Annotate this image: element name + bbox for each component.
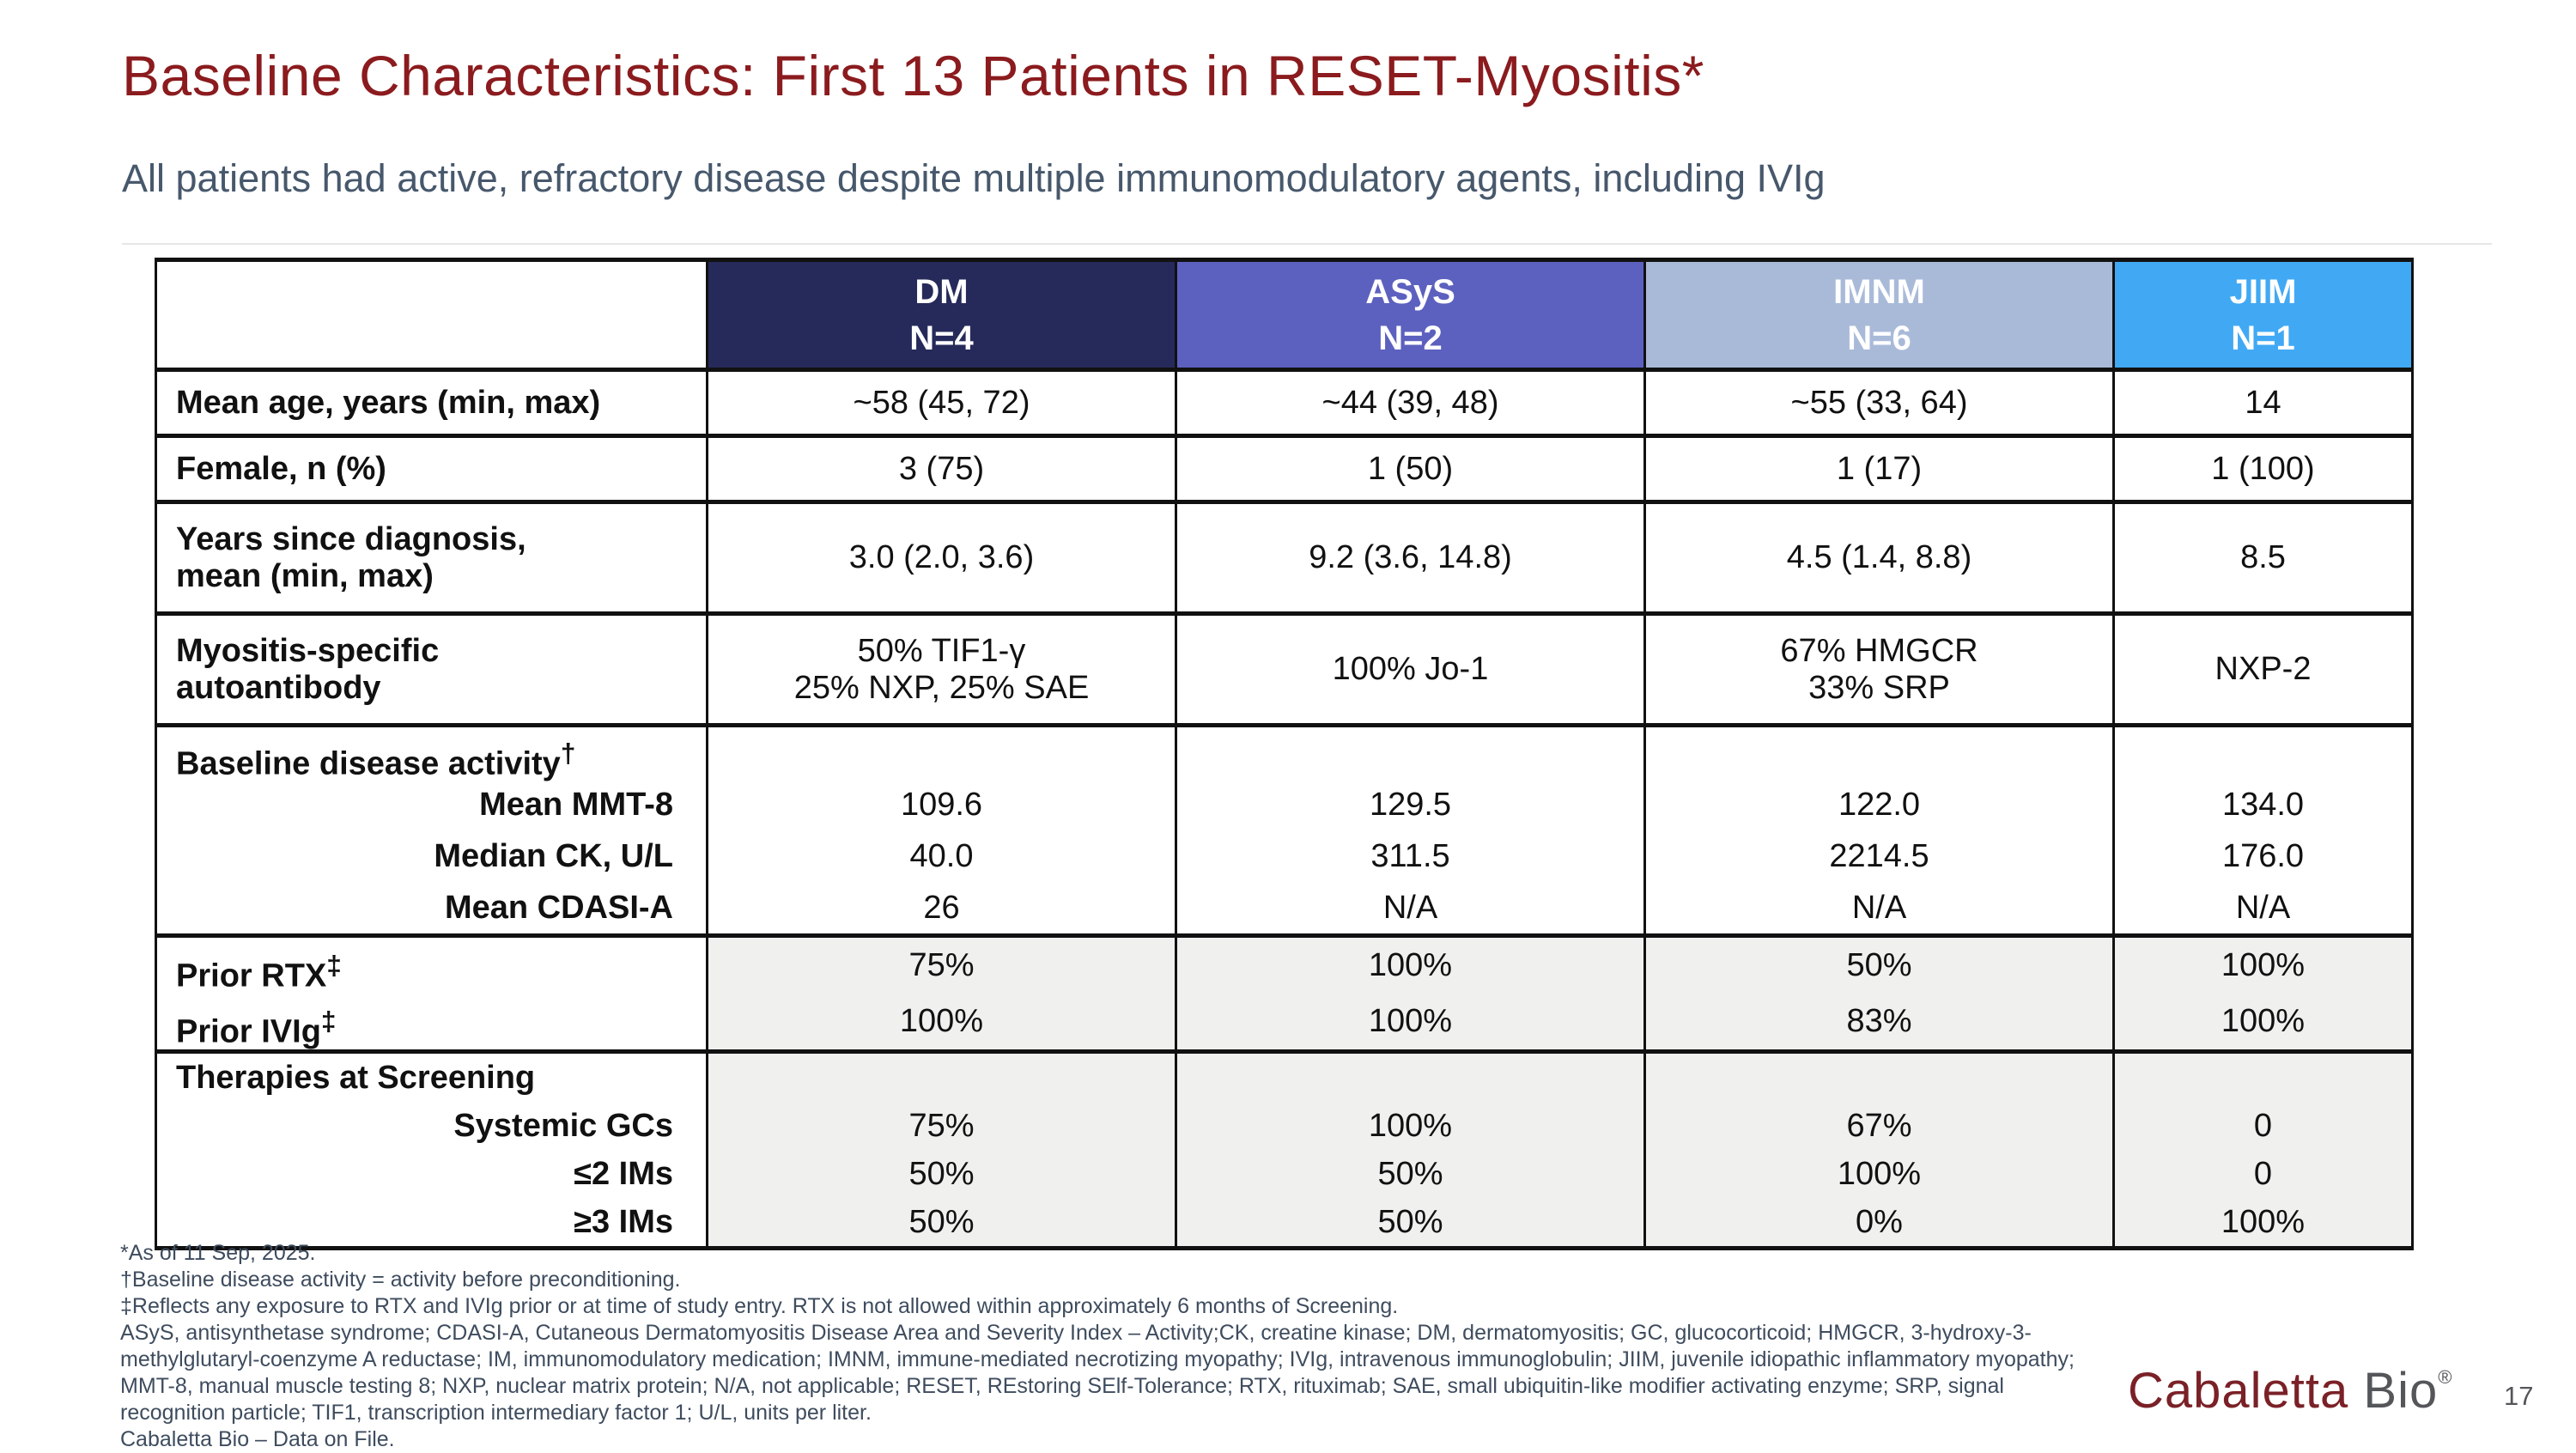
- logo-cabaletta-text: Cabaletta: [2128, 1363, 2349, 1419]
- prior-rtx-asys: 100%: [1368, 947, 1453, 983]
- header-jiim-n: N=1: [2231, 319, 2295, 357]
- table-row-years-since-diagnosis: [156, 502, 2413, 614]
- autoantibody-imnm-line2: 33% SRP: [1808, 669, 1950, 706]
- footnote-abbreviations-4: recognition particle; TIF1, transcription intermediary factor 1; U/L, units per liter.: [120, 1401, 872, 1425]
- autoantibody-label-line2: autoantibody: [176, 669, 381, 706]
- header-imnm: [1645, 260, 2114, 370]
- row-label-years-since-diagnosis: [156, 502, 708, 614]
- prior-ivig-dm: 100%: [899, 1003, 984, 1039]
- row-label-therapies: [156, 1052, 708, 1249]
- mean-age-asys: ~44 (39, 48): [1176, 370, 1645, 436]
- prior-rtx-jiim: 100%: [2221, 947, 2306, 983]
- registered-trademark-symbol: ®: [2438, 1366, 2453, 1388]
- prior-rtx-imnm: 50%: [1846, 947, 1912, 983]
- female-dm: 3 (75): [708, 436, 1176, 502]
- row-label-baseline-activity: [156, 726, 708, 936]
- double-dagger-symbol: ‡: [326, 950, 342, 981]
- cdasi-dm: 26: [923, 890, 960, 926]
- footnote-as-of-date: *As of 11 Sep, 2025.: [120, 1241, 316, 1265]
- footnote-abbreviations-2: methylglutaryl-coenzyme A reductase; IM, immunomodulatory medication; IMNM, immune-mediated necrotizing myopathy; IVIg, intravenous immunoglobulin; JIIM, juvenile idiopathic inflammatory myopathy;: [120, 1347, 2075, 1371]
- mean-age-dm: ~58 (45, 72): [708, 370, 1176, 436]
- header-corner-cell: [156, 260, 708, 370]
- sublabel-cdasi: Mean CDASI-A: [444, 890, 673, 926]
- prior-asys: [1176, 936, 1645, 1052]
- ck-imnm: 2214.5: [1829, 838, 1929, 874]
- female-imnm: 1 (17): [1645, 436, 2114, 502]
- cdasi-jiim: N/A: [2235, 890, 2291, 926]
- gcs-dm: 75%: [908, 1108, 975, 1144]
- le2ims-dm: 50%: [908, 1156, 975, 1192]
- header-dm-disease: DM: [914, 272, 969, 311]
- sublabel-le2-ims: ≤2 IMs: [574, 1156, 673, 1192]
- table-header-row: [156, 260, 2413, 370]
- sublabel-systemic-gcs: Systemic GCs: [453, 1108, 673, 1144]
- table-row-therapies-at-screening: [156, 1052, 2413, 1249]
- years-asys: 9.2 (3.6, 14.8): [1176, 502, 1645, 614]
- autoantibody-dm-line2: 25% NXP, 25% SAE: [793, 669, 1090, 706]
- ge3ims-jiim: 100%: [2221, 1204, 2306, 1240]
- mmt8-imnm: 122.0: [1838, 787, 1921, 823]
- footnote-abbreviations-3: MMT-8, manual muscle testing 8; NXP, nuclear matrix protein; N/A, not applicable; RESET, REstoring SElf-Tolerance; RTX, rituximab; SAE, small ubiquitin-like modifier activating enzyme; SRP, signal: [120, 1374, 2004, 1398]
- dagger-symbol: †: [560, 738, 576, 769]
- ck-asys: 311.5: [1370, 838, 1450, 874]
- page-number: 17: [2504, 1381, 2534, 1411]
- female-asys: 1 (50): [1176, 436, 1645, 502]
- footnote-data-on-file: Cabaletta Bio – Data on File.: [120, 1427, 395, 1451]
- table-row-baseline-activity: [156, 726, 2413, 936]
- ge3ims-asys: 50%: [1377, 1204, 1443, 1240]
- table-row-autoantibody: [156, 614, 2413, 726]
- baseline-activity-dm: [708, 726, 1176, 936]
- header-asys-n: N=2: [1378, 319, 1443, 357]
- autoantibody-dm: [708, 614, 1176, 726]
- years-label-line2: mean (min, max): [176, 557, 434, 594]
- therapies-asys: [1176, 1052, 1645, 1249]
- sublabel-ge3-ims: ≥3 IMs: [574, 1204, 673, 1240]
- cdasi-asys: N/A: [1382, 890, 1438, 926]
- autoantibody-imnm-line1: 67% HMGCR: [1780, 632, 1978, 669]
- baseline-characteristics-table: [155, 258, 2414, 1250]
- mmt8-jiim: 134.0: [2221, 787, 2305, 823]
- table-row-female: [156, 436, 2413, 502]
- footnote-rtx-ivig-exposure: ‡Reflects any exposure to RTX and IVIg prior or at time of study entry. RTX is not allowed within approximately 6 months of Screening.: [120, 1294, 1399, 1318]
- gcs-asys: 100%: [1368, 1108, 1453, 1144]
- prior-ivig-imnm: 83%: [1846, 1003, 1912, 1039]
- row-label-autoantibody: [156, 614, 708, 726]
- table-row-mean-age: [156, 370, 2413, 436]
- therapies-imnm: [1645, 1052, 2114, 1249]
- header-divider: [122, 243, 2492, 245]
- header-asys: [1176, 260, 1645, 370]
- prior-dm: [708, 936, 1176, 1052]
- years-jiim: 8.5: [2114, 502, 2413, 614]
- table-row-prior-therapy: [156, 936, 2413, 1052]
- row-label-female: Female, n (%): [156, 436, 708, 502]
- header-asys-disease: ASyS: [1365, 272, 1455, 311]
- le2ims-imnm: 100%: [1837, 1156, 1922, 1192]
- le2ims-jiim: 0: [2253, 1156, 2273, 1192]
- header-dm-n: N=4: [909, 319, 974, 357]
- female-jiim: 1 (100): [2114, 436, 2413, 502]
- years-dm: 3.0 (2.0, 3.6): [708, 502, 1176, 614]
- header-imnm-disease: IMNM: [1833, 272, 1925, 311]
- sublabel-ck: Median CK, U/L: [434, 838, 673, 874]
- mean-age-jiim: 14: [2114, 370, 2413, 436]
- logo-bio-text: Bio: [2363, 1363, 2439, 1419]
- baseline-activity-jiim: [2114, 726, 2413, 936]
- autoantibody-asys: 100% Jo-1: [1176, 614, 1645, 726]
- therapies-jiim: [2114, 1052, 2413, 1249]
- ge3ims-imnm: 0%: [1856, 1204, 1903, 1240]
- ck-dm: 40.0: [909, 838, 974, 874]
- prior-ivig-jiim: 100%: [2221, 1003, 2306, 1039]
- therapies-dm: [708, 1052, 1176, 1249]
- baseline-activity-group-label: Baseline disease activity†: [176, 738, 576, 782]
- prior-jiim: [2114, 936, 2413, 1052]
- therapies-group-label: Therapies at Screening: [176, 1060, 536, 1096]
- prior-rtx-dm: 75%: [908, 947, 975, 983]
- page-title: Baseline Characteristics: First 13 Patients in RESET-Myositis*: [122, 44, 1704, 107]
- header-dm: [708, 260, 1176, 370]
- double-dagger-symbol: ‡: [320, 1006, 337, 1037]
- gcs-jiim: 0: [2253, 1108, 2273, 1144]
- mean-age-imnm: ~55 (33, 64): [1645, 370, 2114, 436]
- row-label-prior-therapy: [156, 936, 708, 1052]
- footnotes: [120, 1240, 2075, 1453]
- autoantibody-imnm: [1645, 614, 2114, 726]
- header-jiim-disease: JIIM: [2229, 272, 2297, 311]
- sublabel-mmt8: Mean MMT-8: [479, 787, 673, 823]
- mmt8-asys: 129.5: [1369, 787, 1452, 823]
- baseline-activity-imnm: [1645, 726, 2114, 936]
- header-jiim: [2114, 260, 2413, 370]
- autoantibody-dm-line1: 50% TIF1-γ: [857, 632, 1026, 669]
- page-subtitle: All patients had active, refractory disease despite multiple immunomodulatory agents, including IVIg: [122, 156, 1826, 200]
- prior-rtx-label: Prior RTX‡: [176, 950, 342, 994]
- footnote-abbreviations-1: ASyS, antisynthetase syndrome; CDASI-A, Cutaneous Dermatomyositis Disease Area and Severity Index – Activity;CK, creatine kinase; DM, dermatomyositis; GC, glucocorticoid; HMGCR, 3-hydroxy-3-: [120, 1321, 2032, 1345]
- autoantibody-label-line1: Myositis-specific: [176, 632, 440, 669]
- gcs-imnm: 67%: [1846, 1108, 1912, 1144]
- row-label-mean-age: Mean age, years (min, max): [156, 370, 708, 436]
- cdasi-imnm: N/A: [1851, 890, 1907, 926]
- prior-ivig-label: Prior IVIg‡: [176, 1006, 337, 1050]
- baseline-activity-asys: [1176, 726, 1645, 936]
- header-imnm-n: N=6: [1847, 319, 1911, 357]
- prior-ivig-asys: 100%: [1368, 1003, 1453, 1039]
- cabaletta-bio-logo: [2128, 1362, 2452, 1420]
- years-label-line1: Years since diagnosis,: [176, 520, 526, 557]
- ge3ims-dm: 50%: [908, 1204, 975, 1240]
- years-imnm: 4.5 (1.4, 8.8): [1645, 502, 2114, 614]
- footnote-baseline-definition: †Baseline disease activity = activity before preconditioning.: [120, 1268, 681, 1292]
- le2ims-asys: 50%: [1377, 1156, 1443, 1192]
- autoantibody-jiim: NXP-2: [2114, 614, 2413, 726]
- prior-imnm: [1645, 936, 2114, 1052]
- ck-jiim: 176.0: [2221, 838, 2305, 874]
- mmt8-dm: 109.6: [900, 787, 983, 823]
